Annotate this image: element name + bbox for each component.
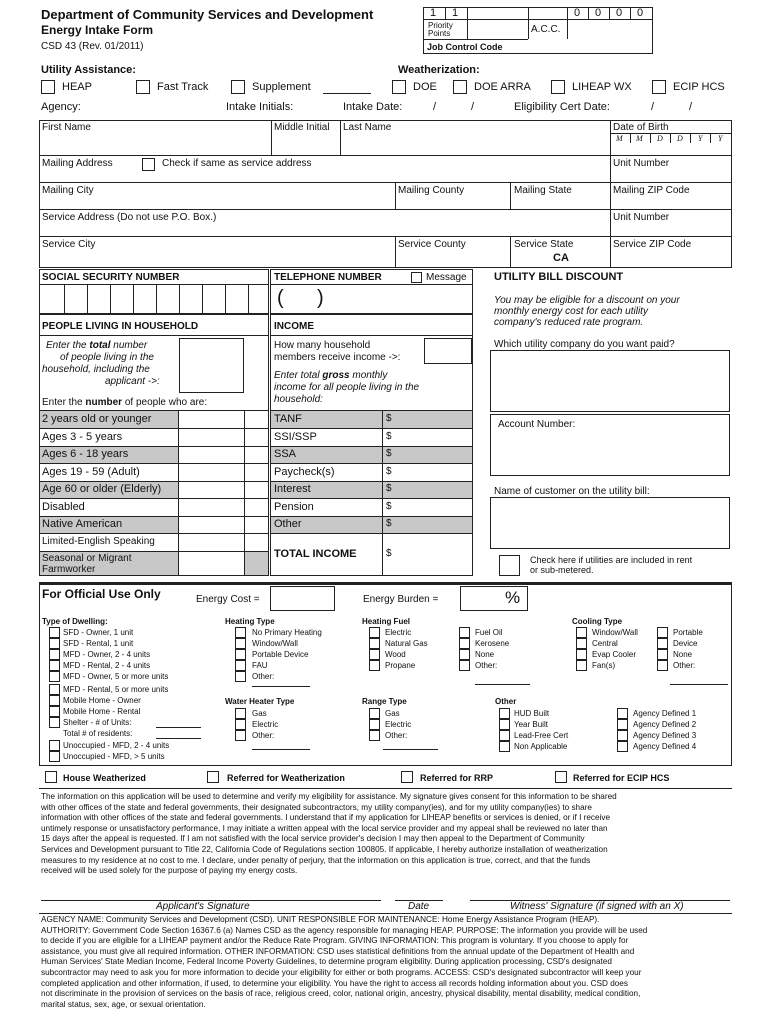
rent-included-checkbox[interactable]	[499, 555, 520, 576]
fuel-checkbox[interactable]	[459, 627, 470, 638]
agency-defined-option: Agency Defined 3	[633, 731, 697, 740]
jcc-digit-4: 0	[637, 7, 644, 19]
doe-arra-label: DOE ARRA	[474, 81, 531, 93]
dob-cell-d: D	[677, 134, 683, 143]
other-title: Other	[495, 697, 517, 706]
household-title: PEOPLE LIVING IN HOUSEHOLD	[42, 321, 199, 332]
income-row-label: TANF	[274, 413, 302, 425]
range-option: Other:	[385, 731, 408, 740]
dwelling-option: Shelter - # of Units:	[63, 718, 132, 727]
total-income-label: TOTAL INCOME	[274, 548, 357, 560]
dob-cell-y: Y	[698, 134, 703, 143]
ssn-label: SOCIAL SECURITY NUMBER	[42, 272, 180, 283]
unit-number-label[interactable]: Unit Number	[613, 158, 670, 169]
acc-label: A.C.C.	[531, 24, 561, 35]
jcc-digit-1: 0	[574, 7, 581, 19]
service-state-label[interactable]: Service State	[514, 239, 574, 250]
referred-rrp-checkbox[interactable]	[401, 771, 413, 783]
dollar-sign: $	[386, 431, 392, 442]
service-county-label[interactable]: Service County	[398, 239, 466, 250]
heating-checkbox[interactable]	[235, 638, 246, 649]
income-question: members receive income ->:	[274, 352, 401, 363]
first-name-label[interactable]: First Name	[42, 122, 91, 133]
house-weatherized-checkbox[interactable]	[45, 771, 57, 783]
water-heater-option: Electric	[252, 720, 279, 729]
range-checkbox[interactable]	[369, 708, 380, 719]
income-row-label: SSA	[274, 448, 297, 460]
water-heater-checkbox[interactable]	[235, 708, 246, 719]
liheap-wx-label: LIHEAP WX	[572, 81, 632, 93]
dwelling-checkbox[interactable]	[49, 706, 60, 717]
income-title: INCOME	[274, 321, 314, 332]
doe-arra-checkbox[interactable]	[453, 80, 467, 94]
household-total-input[interactable]	[179, 338, 244, 393]
heating-checkbox[interactable]	[235, 660, 246, 671]
dollar-sign: $	[386, 448, 392, 459]
customer-name-input[interactable]	[490, 497, 730, 549]
dwelling-checkbox[interactable]	[49, 649, 60, 660]
rent-included-label: Check here if utilities are included in rent	[530, 555, 693, 565]
consent-statement: The information on this application will be used to determine and verify my eligibility for assistance. My signature gives consent for this information to be shared with other offices of the state and federal governments, their designated subcontractors, my utility company(ies), and for my utility company(ies) to share information with other offices of the state and federal governments. I understand that if my application for LIHEAP benefits or services is denied, or if I receive untimely response or unsatisfactory performance, I may initiate a written appeal with the local service provider and my appeal shall be reviewed no later than 15 days after the appeal is requested. If I am not satisfied with the local service provider's decision I may then appeal to the Department of Community Services and Development pursuant to Title 22, California Code of Regulations section 100805. If applicable, I hereby authorize installation of weatherization measures to my residence at no cost to me. I declare, under penalty of perjury, that the information on this application is true, correct, and that the funds received will be used solely for the purpose of paying my energy costs.	[41, 792, 617, 876]
priority-points-label: Priority Points	[428, 21, 453, 38]
cooling-checkbox[interactable]	[657, 638, 668, 649]
form-title: Energy Intake Form	[41, 23, 154, 37]
dwelling-checkbox[interactable]	[49, 660, 60, 671]
dollar-sign: $	[386, 483, 392, 494]
heating-option: Other:	[252, 672, 275, 681]
message-label: Message	[426, 272, 467, 283]
dob-cell-m: M	[636, 134, 643, 143]
date-slash: /	[651, 101, 655, 113]
other-checkbox[interactable]	[499, 730, 510, 741]
service-address-label[interactable]: Service Address (Do not use P.O. Box.)	[42, 212, 217, 223]
dwelling-option: MFD - Rental, 2 - 4 units	[63, 661, 151, 670]
age-row-label: Ages 19 - 59 (Adult)	[42, 466, 140, 478]
range-type-title: Range Type	[362, 697, 407, 706]
utility-company-question: Which utility company do you want paid?	[494, 339, 675, 350]
household-instruction: applicant ->:	[105, 376, 160, 387]
date-of-birth-label[interactable]: Date of Birth	[613, 122, 669, 133]
dollar-sign: $	[386, 466, 392, 477]
heating-checkbox[interactable]	[235, 627, 246, 638]
witness-signature-label[interactable]: Witness' Signature (if signed with an X)	[510, 901, 684, 912]
agency-defined-checkbox[interactable]	[617, 719, 628, 730]
agency-label: Agency:	[41, 101, 81, 113]
utility-company-input[interactable]	[490, 350, 730, 412]
cooling-checkbox[interactable]	[576, 660, 587, 671]
cooling-option: Portable	[673, 628, 703, 637]
cooling-checkbox[interactable]	[657, 649, 668, 660]
job-control-code-label: Job Control Code	[427, 42, 503, 52]
household-instruction: Enter the total number	[46, 340, 148, 351]
cooling-option: Fan(s)	[592, 661, 616, 670]
heating-type-title: Heating Type	[225, 617, 275, 626]
mailing-city-label[interactable]: Mailing City	[42, 185, 94, 196]
doe-label: DOE	[413, 81, 437, 93]
range-option: Gas	[385, 709, 400, 718]
doe-checkbox[interactable]	[392, 80, 406, 94]
fuel-option: Other:	[475, 661, 498, 670]
jcc-digit-2: 0	[595, 7, 602, 19]
household-number-instruction: Enter the number of people who are:	[42, 397, 208, 408]
form-revision: CSD 43 (Rev. 01/2011)	[41, 41, 144, 52]
heating-checkbox[interactable]	[235, 671, 246, 682]
age-row-label: Native American	[42, 518, 123, 530]
income-row-label: Paycheck(s)	[274, 466, 335, 478]
agency-defined-option: Agency Defined 2	[633, 720, 697, 729]
fuel-checkbox[interactable]	[459, 638, 470, 649]
age-row-label: Ages 3 - 5 years	[42, 431, 123, 443]
mailing-county-label[interactable]: Mailing County	[398, 185, 465, 196]
dwelling-option: MFD - Owner, 2 - 4 units	[63, 650, 151, 659]
service-city-label[interactable]: Service City	[42, 239, 96, 250]
last-name-label[interactable]: Last Name	[343, 122, 392, 133]
income-row-label: Interest	[274, 483, 311, 495]
account-number-label: Account Number:	[498, 419, 576, 430]
percent-sign: %	[505, 588, 521, 607]
cooling-option: Window/Wall	[592, 628, 638, 637]
income-row-label: Pension	[274, 501, 314, 513]
dwelling-option: Mobile Home - Owner	[63, 696, 141, 705]
income-instruction: income for all people living in the	[274, 382, 420, 393]
priority-digit-2: 1	[452, 7, 459, 19]
dwelling-option: SFD - Owner, 1 unit	[63, 628, 134, 637]
age-row-label: Ages 6 - 18 years	[42, 448, 129, 460]
signature-date-label[interactable]: Date	[408, 901, 430, 912]
mailing-address-label[interactable]: Mailing Address	[42, 158, 113, 169]
dwelling-option: SFD - Rental, 1 unit	[63, 639, 134, 648]
intake-initials-label: Intake Initials:	[226, 101, 294, 113]
agency-defined-checkbox[interactable]	[617, 741, 628, 752]
service-unit-number-label[interactable]: Unit Number	[613, 212, 670, 223]
cooling-option: Evap Cooler	[592, 650, 637, 659]
fuel-option: Wood	[385, 650, 406, 659]
heating-option: Portable Device	[252, 650, 309, 659]
intake-date-label: Intake Date:	[343, 101, 403, 113]
other-checkbox[interactable]	[499, 719, 510, 730]
age-row-label: Age 60 or older (Elderly)	[42, 483, 162, 495]
cooling-option: Central	[592, 639, 618, 648]
dollar-sign: $	[386, 548, 392, 559]
age-row-label: Farmworker	[42, 564, 96, 575]
dwelling-checkbox[interactable]	[49, 717, 60, 728]
same-as-service-label: Check if same as service address	[162, 158, 312, 169]
income-question: How many household	[274, 340, 371, 351]
water-heater-title: Water Heater Type	[225, 697, 295, 706]
income-instruction: household:	[274, 394, 323, 405]
dwelling-checkbox[interactable]	[49, 751, 60, 762]
fuel-checkbox[interactable]	[459, 660, 470, 671]
ecip-hcs-label: ECIP HCS	[673, 81, 725, 93]
income-row-label: Other	[274, 518, 302, 530]
liheap-wx-checkbox[interactable]	[551, 80, 565, 94]
cooling-type-title: Cooling Type	[572, 617, 623, 626]
fuel-option: Electric	[385, 628, 412, 637]
dwelling-checkbox[interactable]	[49, 638, 60, 649]
referred-weatherization-checkbox[interactable]	[207, 771, 219, 783]
service-state-value: CA	[553, 252, 569, 264]
department-title: Department of Community Services and Development	[41, 7, 374, 22]
eligibility-cert-date-label: Eligibility Cert Date:	[514, 101, 610, 113]
message-checkbox[interactable]	[411, 272, 422, 283]
dwelling-checkbox[interactable]	[49, 695, 60, 706]
range-option: Electric	[385, 720, 412, 729]
household-instruction: household, including the	[42, 364, 150, 375]
age-row-label: Limited-English Speaking	[42, 536, 155, 547]
official-use-title: For Official Use Only	[42, 587, 161, 601]
dwelling-title: Type of Dwelling:	[42, 617, 108, 626]
agency-defined-option: Agency Defined 4	[633, 742, 697, 751]
household-instruction: of people living in the	[60, 352, 154, 363]
fuel-option: None	[475, 650, 495, 659]
age-row-label: Disabled	[42, 501, 85, 513]
range-checkbox[interactable]	[369, 719, 380, 730]
dob-cell-m: M	[616, 134, 623, 143]
fuel-checkbox[interactable]	[369, 649, 380, 660]
energy-cost-label: Energy Cost =	[196, 594, 260, 605]
dob-cell-d: D	[657, 134, 663, 143]
energy-cost-input[interactable]	[270, 586, 335, 611]
dwelling-checkbox[interactable]	[49, 684, 60, 695]
dwelling-option: Total # of residents:	[63, 729, 133, 738]
dob-cell-y: Y	[718, 134, 723, 143]
fuel-option: Natural Gas	[385, 639, 428, 648]
age-row-label: Seasonal or Migrant	[42, 553, 132, 564]
telephone-input[interactable]: ( )	[277, 287, 324, 309]
heap-label: HEAP	[62, 81, 92, 93]
other-option: Lead-Free Cert	[514, 731, 569, 740]
priority-digit-1: 1	[430, 7, 437, 19]
date-slash: /	[689, 101, 693, 113]
fuel-checkbox[interactable]	[369, 660, 380, 671]
fuel-option: Kerosene	[475, 639, 510, 648]
referral-label: Referred for Weatherization	[227, 773, 345, 783]
energy-burden-label: Energy Burden =	[363, 594, 439, 605]
dwelling-option: Unoccupied - MFD, > 5 units	[63, 752, 165, 761]
heating-checkbox[interactable]	[235, 649, 246, 660]
income-row-label: SSI/SSP	[274, 431, 317, 443]
referral-label: Referred for RRP	[420, 773, 494, 783]
dwelling-checkbox[interactable]	[49, 740, 60, 751]
heating-fuel-title: Heating Fuel	[362, 617, 411, 626]
income-instruction: Enter total gross monthly	[274, 370, 388, 381]
cooling-option: Other:	[673, 661, 696, 670]
dwelling-checkbox[interactable]	[49, 627, 60, 638]
heating-option: FAU	[252, 661, 268, 670]
fuel-checkbox[interactable]	[369, 627, 380, 638]
dwelling-option: Unoccupied - MFD, 2 - 4 units	[63, 741, 170, 750]
fuel-checkbox[interactable]	[459, 649, 470, 660]
fuel-option: Propane	[385, 661, 416, 670]
customer-name-label: Name of customer on the utility bill:	[494, 486, 650, 497]
mailing-state-label[interactable]: Mailing State	[514, 185, 572, 196]
agency-privacy-notice: AGENCY NAME: Community Services and Development (CSD). UNIT RESPONSIBLE FOR MAINTENANCE: Home Energy Assistance Program (HEAP). AUTHORITY: Government Code Section 16367.6 (a) Names CSD as the agency responsible for managing HEAP. PURPOSE: The information you provide will be used to decide if you are eligible for a LIHEAP payment and/or the Reduce Rate Program. GIVING INFORMATION: This program is voluntary. If you choose to apply for assistance, you must give all required information. OTHER INFORMATION: CSD uses statistical definitions from the annual update of the Department of Health and Human Services' State Median Income, Federal Income Poverty Guidelines, to determine program eligibility. During application processing, CSD's designated subcontractor may need to ask you for more information to decide your eligibility for either or both programs. ACCESS: CSD's designated subcontractor will keep your completed application and other information, if used, to determine your eligibility. You have the right to access all records holding information about you. CSD does not discriminate in the provision of services on the basis of race, religious creed, color, national origin, ancestry, physical disability, mental disability, medical condition, marital status, sex, age, or sexual orientation.	[41, 915, 648, 1009]
other-option: HUD Built	[514, 709, 550, 718]
heap-checkbox[interactable]	[41, 80, 55, 94]
applicant-signature-label[interactable]: Applicant's Signature	[156, 901, 250, 912]
fast-track-checkbox[interactable]	[136, 80, 150, 94]
dollar-sign: $	[386, 501, 392, 512]
date-slash: /	[433, 101, 437, 113]
same-as-service-checkbox[interactable]	[142, 158, 155, 171]
service-zip-label[interactable]: Service ZIP Code	[613, 239, 692, 250]
dollar-sign: $	[386, 518, 392, 529]
water-heater-checkbox[interactable]	[235, 730, 246, 741]
supplement-checkbox[interactable]	[231, 80, 245, 94]
ecip-hcs-checkbox[interactable]	[652, 80, 666, 94]
agency-defined-option: Agency Defined 1	[633, 709, 697, 718]
fuel-checkbox[interactable]	[369, 638, 380, 649]
dwelling-option: MFD - Owner, 5 or more units	[63, 672, 169, 681]
weatherization-label: Weatherization:	[398, 64, 480, 76]
income-members-input[interactable]	[424, 338, 472, 364]
discount-description: monthly energy cost for each utility	[494, 306, 648, 317]
other-option: Year Built	[514, 720, 548, 729]
other-option: Non Applicable	[514, 742, 568, 751]
cooling-checkbox[interactable]	[576, 627, 587, 638]
dollar-sign: $	[386, 413, 392, 424]
dwelling-checkbox[interactable]	[49, 671, 60, 682]
dwelling-option: Mobile Home - Rental	[63, 707, 141, 716]
age-row-label: 2 years old or younger	[42, 413, 152, 425]
water-heater-option: Gas	[252, 709, 267, 718]
referral-label: House Weatherized	[63, 773, 146, 783]
range-checkbox[interactable]	[369, 730, 380, 741]
referral-label: Referred for ECIP HCS	[573, 773, 670, 783]
date-slash: /	[471, 101, 475, 113]
middle-initial-label[interactable]: Middle Initial	[274, 122, 330, 133]
telephone-label: TELEPHONE NUMBER	[274, 272, 382, 283]
discount-description: company's reduced rate program.	[494, 317, 644, 328]
cooling-checkbox[interactable]	[576, 638, 587, 649]
jcc-digit-3: 0	[616, 7, 623, 19]
mailing-zip-label[interactable]: Mailing ZIP Code	[613, 185, 690, 196]
other-checkbox[interactable]	[499, 708, 510, 719]
cooling-option: None	[673, 650, 693, 659]
heating-option: Window/Wall	[252, 639, 298, 648]
fast-track-label: Fast Track	[157, 81, 209, 93]
supplement-label: Supplement	[252, 81, 311, 93]
agency-defined-checkbox[interactable]	[617, 730, 628, 741]
referred-ecip-checkbox[interactable]	[555, 771, 567, 783]
utility-discount-title: UTILITY BILL DISCOUNT	[494, 271, 624, 283]
discount-description: You may be eligible for a discount on your	[494, 295, 680, 306]
water-heater-option: Other:	[252, 731, 275, 740]
cooling-option: Device	[673, 639, 698, 648]
cooling-checkbox[interactable]	[657, 660, 668, 671]
heating-option: No Primary Heating	[252, 628, 322, 637]
cooling-checkbox[interactable]	[657, 627, 668, 638]
fuel-option: Fuel Oil	[475, 628, 503, 637]
dwelling-option: MFD - Rental, 5 or more units	[63, 685, 169, 694]
agency-defined-checkbox[interactable]	[617, 708, 628, 719]
cooling-checkbox[interactable]	[576, 649, 587, 660]
rent-included-label: or sub-metered.	[530, 565, 594, 575]
other-checkbox[interactable]	[499, 741, 510, 752]
utility-assistance-label: Utility Assistance:	[41, 64, 136, 76]
water-heater-checkbox[interactable]	[235, 719, 246, 730]
